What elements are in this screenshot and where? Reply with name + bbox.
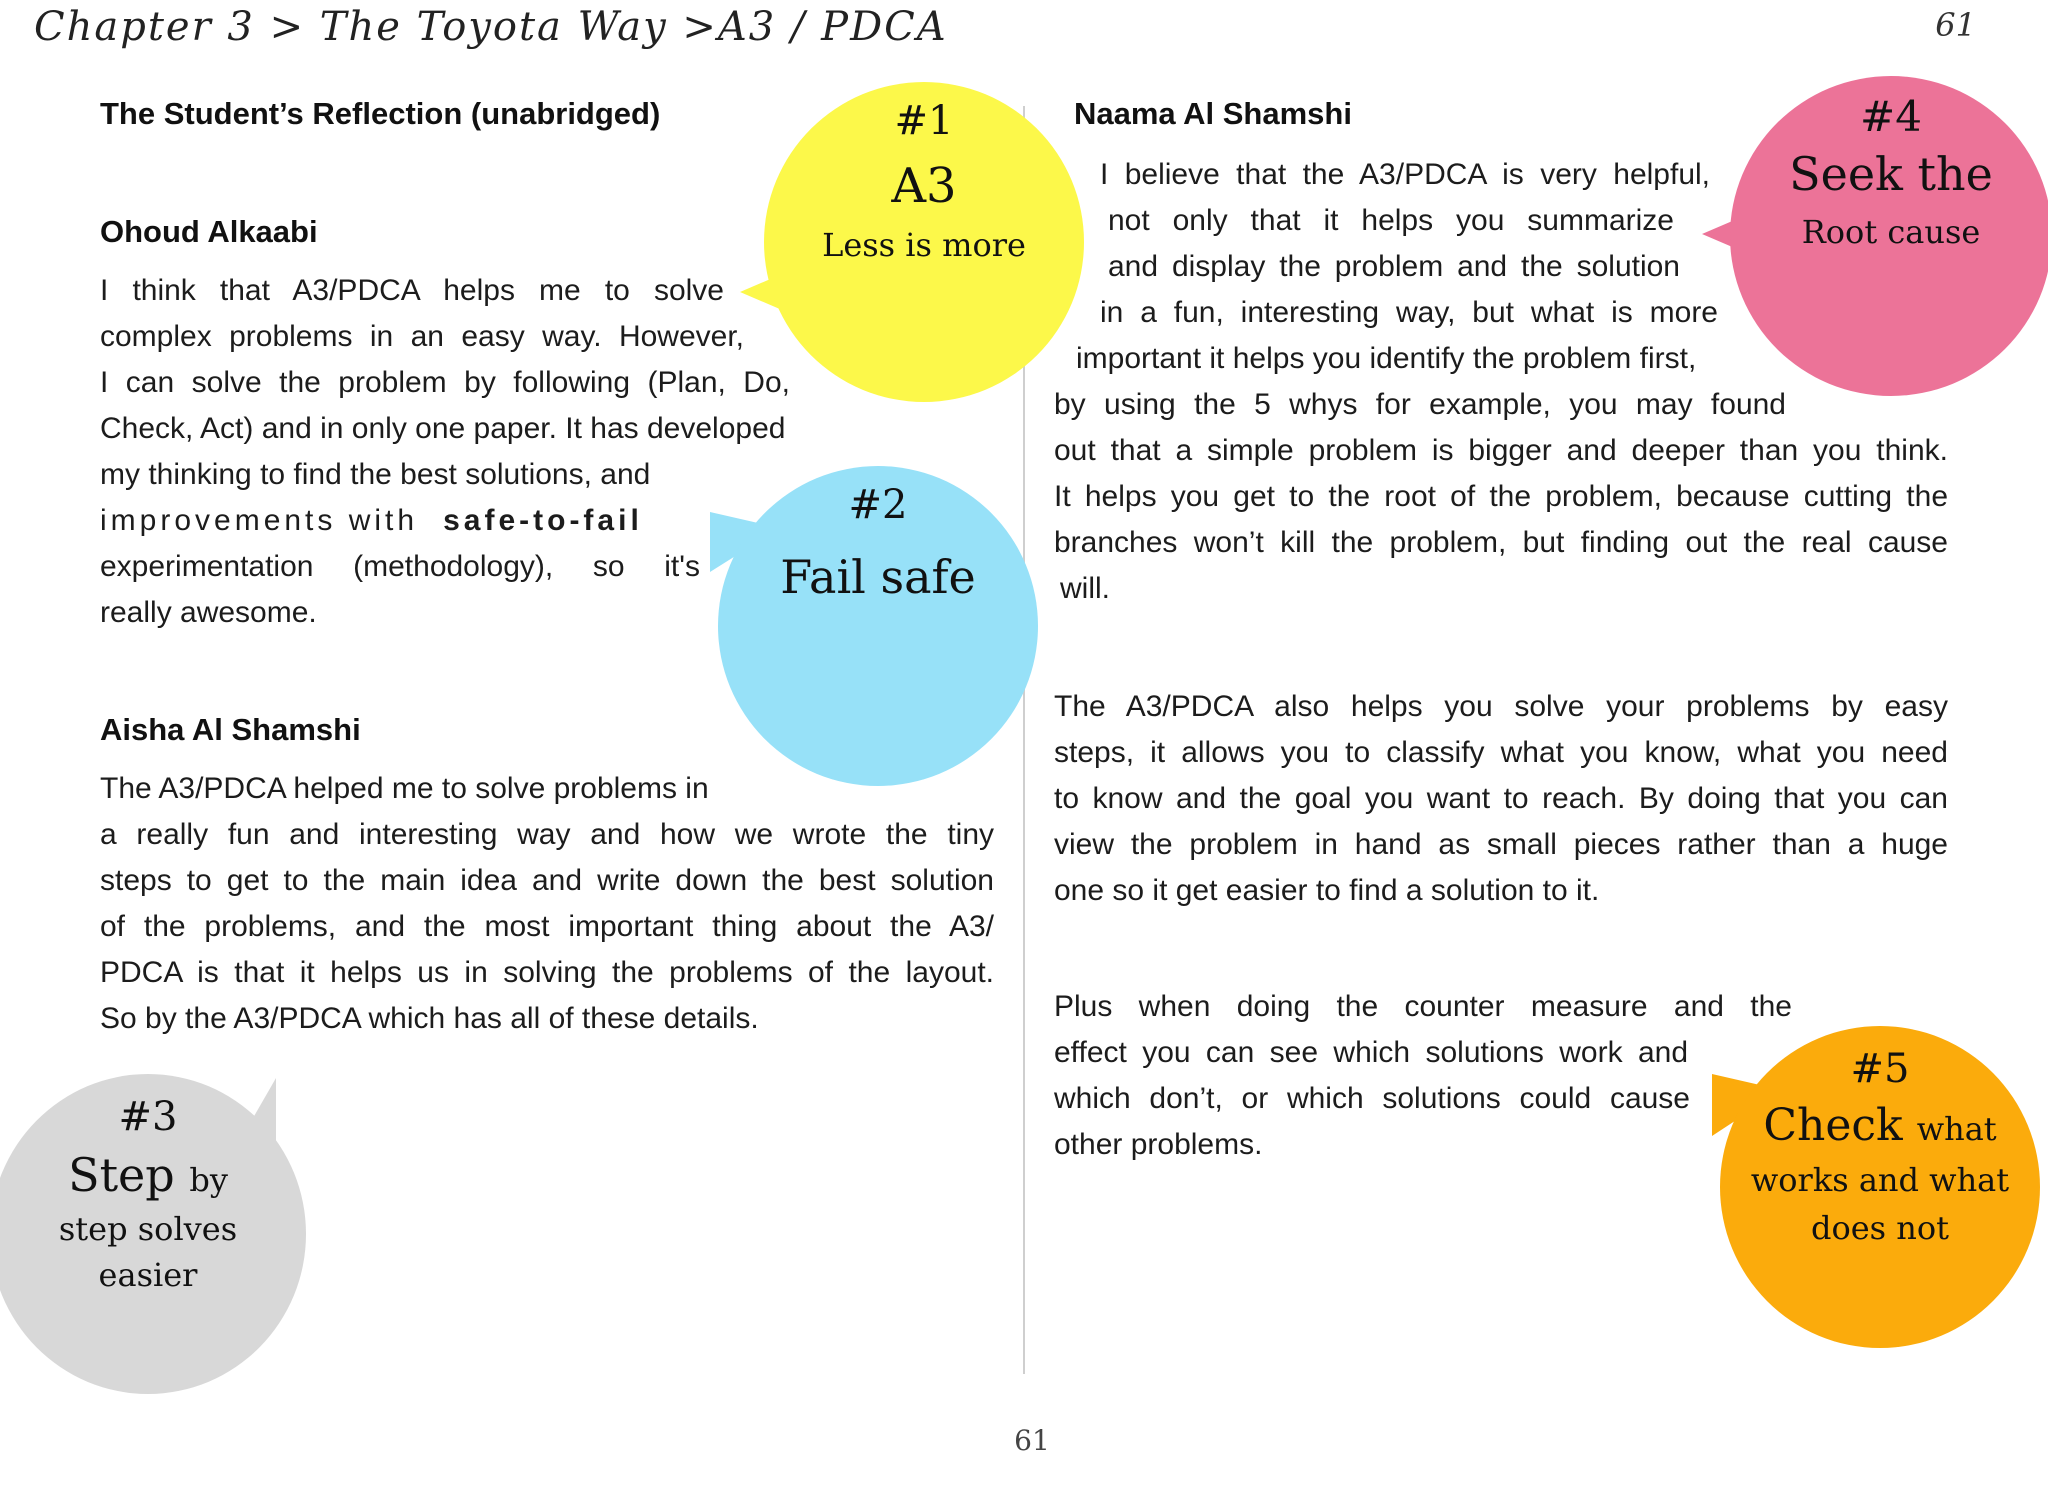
text-line: which don’t, or which solutions could cause [1054, 1082, 1690, 1115]
text-line: So by the A3/PDCA which has all of these details. [100, 1002, 759, 1035]
text-line: out that a simple problem is bigger and deeper than you think. [1054, 434, 1948, 467]
text-line: Plus when doing the counter measure and the [1054, 990, 1792, 1023]
naama-reflection-3 [1054, 984, 1792, 1168]
text-line: I can solve the problem by following (Plan, Do, [100, 366, 790, 399]
text-line: PDCA is that it helps us in solving the problems of the layout. [100, 956, 994, 989]
callout-bubble-2 [718, 466, 1038, 786]
bubble-4-subtitle: Root cause [1801, 213, 1981, 251]
footer-page-number: 61 [1014, 1424, 1050, 1457]
bubble-5-title: Check [1763, 1100, 1903, 1151]
aisha-reflection [100, 766, 994, 1042]
bubble-1-number: #1 [894, 98, 954, 144]
text-line: steps to get to the main idea and write down the best solution [100, 864, 994, 897]
bubble-5-line2: works and what [1750, 1161, 2010, 1199]
bubble-2-title: Fail safe [780, 550, 976, 604]
text-line: experimentation (methodology), so it's [100, 550, 700, 583]
text-line: steps, it allows you to classify what you know, what you need [1054, 736, 1948, 769]
callout-bubble-5 [1720, 1026, 2040, 1348]
naama-reflection-2 [1054, 684, 1948, 914]
breadcrumb: Chapter 3 > The Toyota Way >A3 / PDCA [34, 4, 948, 50]
text-line: I believe that the A3/PDCA is very helpful, [1100, 158, 1710, 191]
text-line: The A3/PDCA helped me to solve problems in [100, 772, 709, 805]
text-line: Check, Act) and in only one paper. It has developed [100, 412, 786, 445]
text-line: and display the problem and the solution [1108, 250, 1680, 283]
improvements-text: improvements with [100, 504, 419, 537]
callout-bubble-1 [764, 82, 1084, 402]
text-line: important it helps you identify the problem first, [1076, 342, 1697, 375]
header-page-number: 61 [1935, 6, 1976, 44]
safe-to-fail-text: safe-to-fail [443, 504, 643, 537]
text-line: It helps you get to the root of the problem, because cutting the [1054, 480, 1948, 513]
text-line: I think that A3/PDCA helps me to solve [100, 274, 724, 307]
bubble-3-number: #3 [118, 1094, 178, 1140]
bubble-4-number: #4 [1860, 92, 1922, 141]
text-line: other problems. [1054, 1128, 1263, 1161]
callout-bubble-4 [1730, 76, 2048, 396]
text-line: will. [1060, 572, 1110, 605]
section-title: The Student’s Reflection (unabridged) [100, 96, 661, 131]
text-line: of the problems, and the most important thing about the A3/ [100, 910, 994, 943]
bubble-3-line2: step solves [58, 1210, 238, 1248]
callout-bubble-3 [0, 1074, 306, 1394]
bubble-1-subtitle: Less is more [822, 226, 1026, 264]
text-line: view the problem in hand as small pieces rather than a huge [1054, 828, 1948, 861]
author-name-aisha: Aisha Al Shamshi [100, 712, 361, 747]
text-line: The A3/PDCA also helps you solve your problems by easy [1054, 690, 1948, 723]
text-line: by using the 5 whys for example, you may found [1054, 388, 1786, 421]
bubble-5-title-small: what [1916, 1110, 1997, 1148]
bubble-5-line3: does not [1810, 1209, 1949, 1247]
bubble-3-title: Step [68, 1148, 175, 1202]
bubble-2-number: #2 [848, 482, 908, 528]
text-line: effect you can see which solutions work and [1054, 1036, 1688, 1069]
bubble-3-title-line [0, 1148, 306, 1202]
author-name-naama: Naama Al Shamshi [1074, 96, 1352, 131]
text-line: one so it get easier to find a solution to it. [1054, 874, 1600, 907]
text-line: not only that it helps you summarize [1108, 204, 1674, 237]
text-line: complex problems in an easy way. However, [100, 320, 744, 353]
bubble-3-title-small: by [189, 1161, 228, 1199]
text-line: in a fun, interesting way, but what is more [1100, 296, 1718, 329]
bubble-1-title: A3 [891, 158, 957, 214]
bubble-5-number: #5 [1850, 1046, 1910, 1092]
bubble-3-line3: easier [98, 1256, 198, 1294]
text-line-improvements [100, 498, 724, 544]
text-line: a really fun and interesting way and how we wrote the tiny [100, 818, 994, 851]
bubble-4-title: Seek the [1789, 147, 1993, 201]
text-line: branches won’t kill the problem, but finding out the real cause [1054, 526, 1948, 559]
author-name-ohoud: Ohoud Alkaabi [100, 214, 318, 249]
text-line: to know and the goal you want to reach. By doing that you can [1054, 782, 1948, 815]
ohoud-reflection [100, 268, 790, 636]
bubble-5-title-line [1720, 1100, 2040, 1151]
text-line: really awesome. [100, 596, 317, 629]
text-line: my thinking to find the best solutions, and [100, 458, 651, 491]
